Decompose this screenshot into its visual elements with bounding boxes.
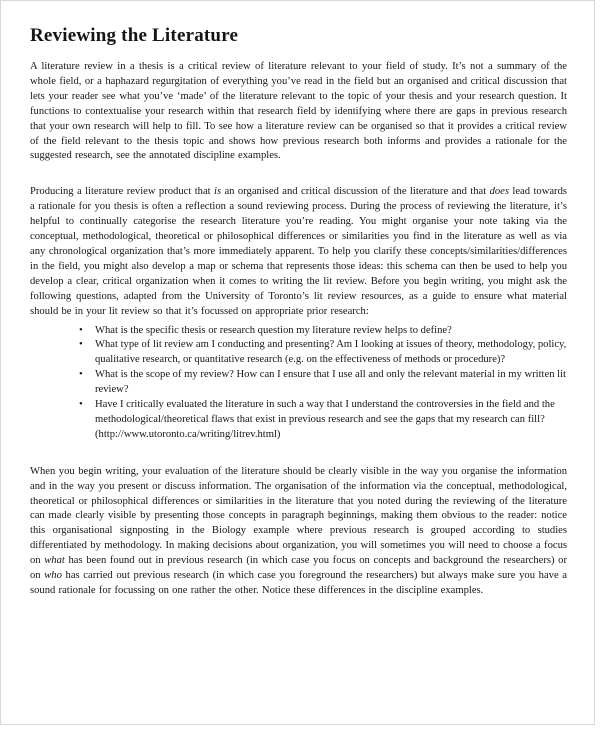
list-item xyxy=(95,324,567,339)
bullet-question-1: What is the specific thesis or research question my literature review helps to define? xyxy=(95,324,452,336)
bullet-question-4: Have I critically evaluated the literature in such a way that I understand the controversies in the field and the methodological/theoretical flaws that exist in previous research and see the gaps that my research can fill? (http://www.utoronto.ca/writing/litrev.html) xyxy=(95,399,555,440)
question-bullet-list xyxy=(30,324,567,443)
paragraph-intro xyxy=(30,60,567,164)
paragraph-writing-italic-who: who xyxy=(44,570,62,582)
paragraph-writing-seg3: has carried out previous research (in which case you foreground the researchers) but always make sure you have a sound rationale for focussing on one rather the other. Notice these differences in the discipline examples. xyxy=(30,570,567,596)
list-item xyxy=(95,398,567,443)
paragraph-intro-text: A literature review in a thesis is a critical review of literature relevant to your field of study. It’s not a summary of the whole field, or a haphazard regurgitation of everything you’ve read in the field but an organised and critical discussion that lets your reader see what you’ve ‘made’ of the literature relevant to the topic of your thesis and your research question. It functions to contextualise your research within that research field by identifying where there are gaps in previous research that your own research will help to fill. To see how a literature review can be organised so that it provides a critical review of the field relevant to the thesis topic and shows how previous research both informs and provides a rationale for the suggested research, see the annotated discipline examples. xyxy=(30,61,567,162)
paragraph-process-italic-is: is xyxy=(214,186,222,198)
paragraph-writing-italic-what: what xyxy=(44,555,65,567)
paragraph-writing-seg1: When you begin writing, your evaluation of the literature should be clearly visible in the way you organise the information and in the way you present or discuss information. The organisation of the information via the conceptual, methodological, theoretical or philosophical differences or similarities in the literature that you noted during the reviewing of the literature can made clearly visible by presenting those concepts in paragraph beginnings, making them obvious to the reader: notice this organisational signposting in the Biology example where previous research is grouped according to studies differentiated by methodology. In making decisions about organization, you will sometimes you will need to choose a focus on xyxy=(30,465,567,567)
list-item xyxy=(95,368,567,398)
paragraph-process-seg2: an organised and critical discussion of the literature and that xyxy=(221,186,490,198)
paragraph-process-seg1: Producing a literature review product that xyxy=(30,186,214,198)
document-title: Reviewing the Literature xyxy=(30,25,239,46)
paragraph-writing xyxy=(30,465,567,599)
paragraph-process xyxy=(30,185,567,319)
bullet-question-3: What is the scope of my review? How can I ensure that I use all and only the relevant material in my written lit review? xyxy=(95,369,566,396)
bullet-question-2: What type of lit review am I conducting and presenting? Am I looking at issues of theory, methodology, policy, qualitative research, or quantitative research (e.g. on the effectiveness of methods or procedure)? xyxy=(95,339,567,366)
paragraph-writing-seg2: has been found out in previous research (in which case you focus on concepts and background the researchers) or on xyxy=(30,555,567,582)
list-item xyxy=(95,338,567,368)
paragraph-process-italic-does: does xyxy=(489,186,509,198)
paragraph-process-seg3: lead towards a rationale for you thesis is often a reflection a sound reviewing process. During the process of reviewing the literature, it’s helpful to continually categorise the research literature you’re reading. You might organise your note taking via the conceptual, methodological, theoretical or philosophical differences or similarities you find in the literature as well as via any chronological organization that’s more immediately apparent. To help you clarify these concepts/similarities/differences in the field, you might also develop a map or schema that represents those ideas: this schema can then be used to help you develop a clear, critical organization when it comes to writing the lit review. Before you begin writing, you might ask the following questions, adapted from the University of Toronto’s lit review resources, as a guide to ensure what material should be in your lit review so that it’s focussed on appropriate prior research: xyxy=(30,186,567,317)
